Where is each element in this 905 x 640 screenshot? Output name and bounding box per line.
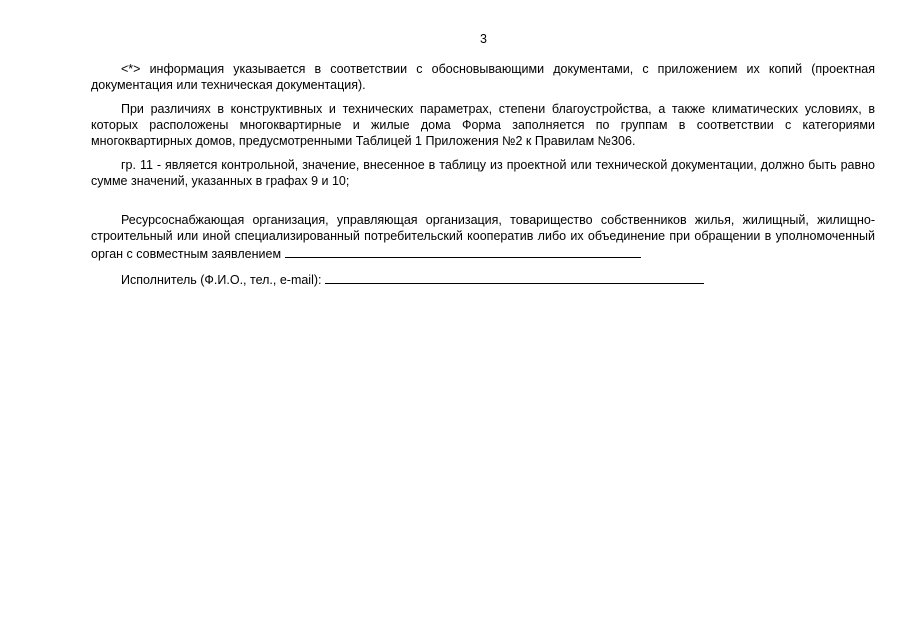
control-column-paragraph: гр. 11 - является контрольной, значение, внесенное в таблицу из проектной или технической документации, должно быть равно сумме значений, указанных в графах 9 и 10;	[91, 158, 875, 188]
differences-paragraph: При различиях в конструктивных и технических параметрах, степени благоустройства, а также климатических условиях, в которых расположены многоквартирные и жилые дома Форма заполняется по группам в соответствии с категориями многоквартирных домов, предусмотренными Таблицей 1 Приложения №2 к Правилам №306.	[91, 102, 875, 148]
executor-label: Исполнитель (Ф.И.О., тел., e-mail):	[121, 273, 322, 287]
executor-line	[325, 270, 704, 284]
executor-paragraph	[91, 270, 875, 288]
page-number: 3	[480, 32, 487, 46]
signature-line	[285, 244, 641, 258]
organization-paragraph	[91, 212, 875, 262]
document-body	[91, 61, 875, 288]
footnote-paragraph: <*> информация указывается в соответствии с обосновывающими документами, с приложением их копий (проектная документация или техническая документация).	[91, 62, 875, 92]
organization-text: Ресурсоснабжающая организация, управляющая организация, товарищество собственников жилья, жилищный, жилищно-строительный или иной специализированный потребительский кооператив либо их объединение при обращении в уполномоченный орган с совместным заявлением	[91, 213, 875, 261]
